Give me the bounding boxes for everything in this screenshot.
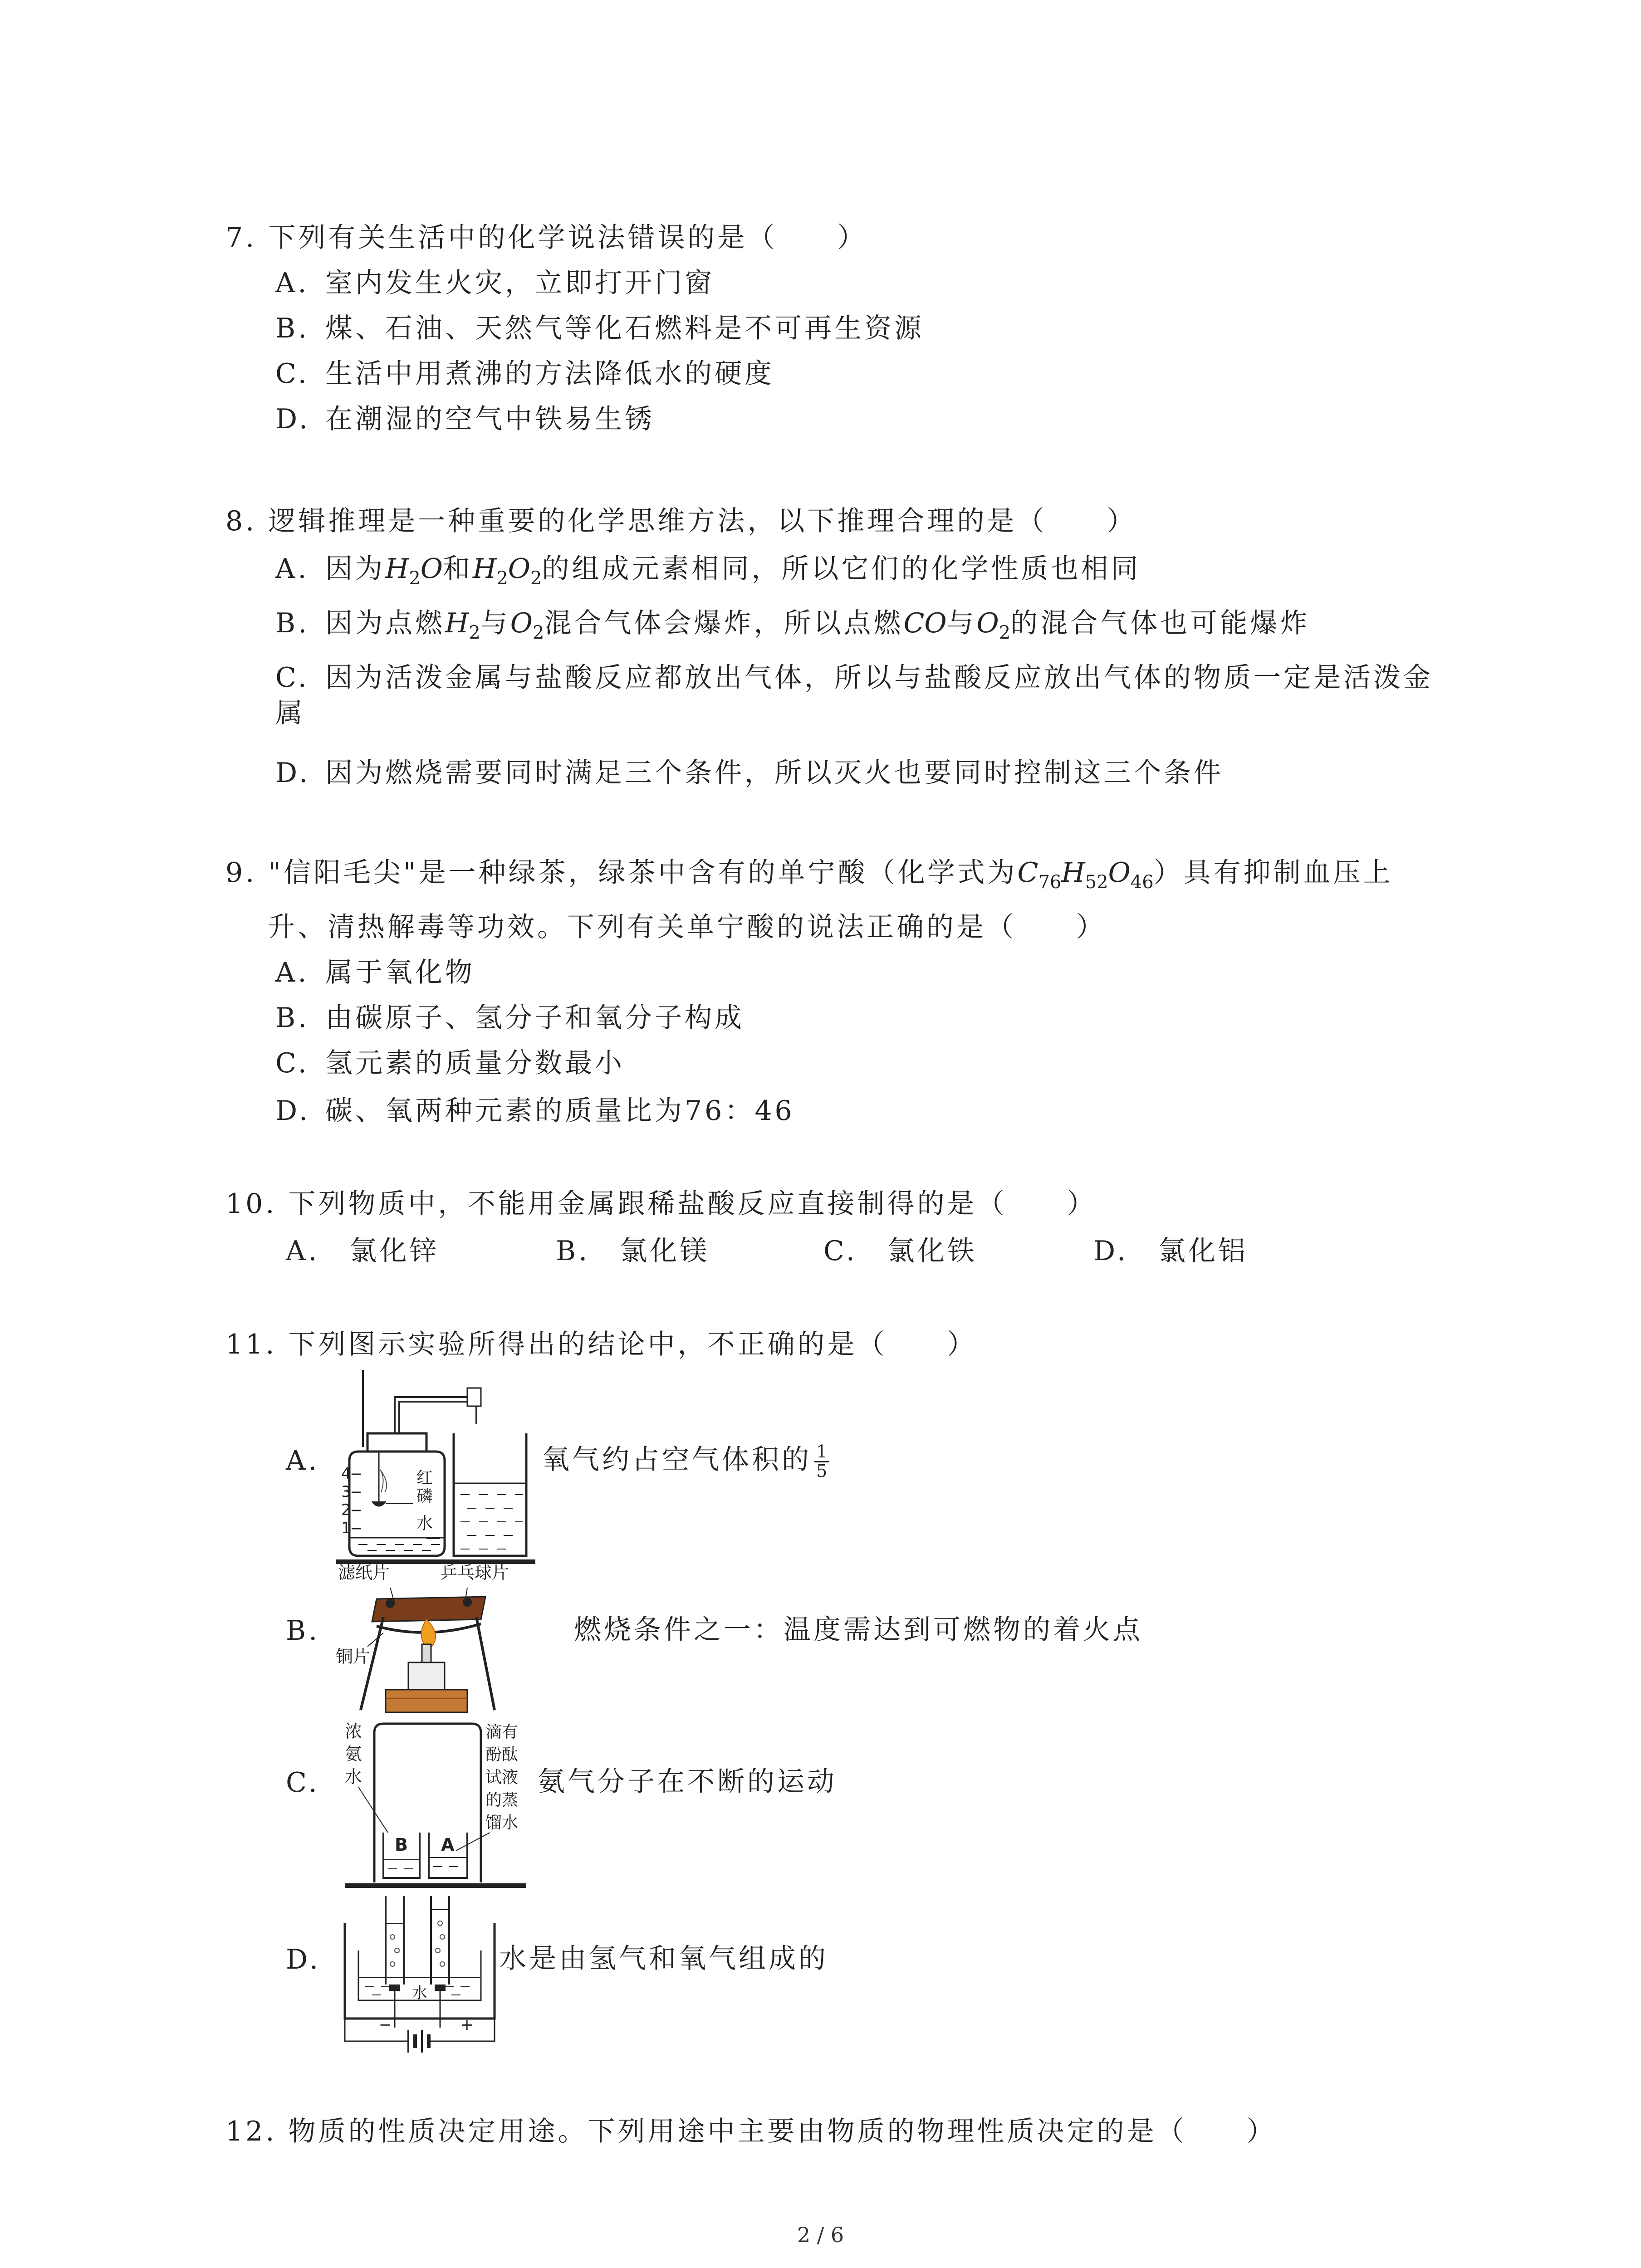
- question-9-option-d: D. 碳、氧两种元素的质量比为76：46: [275, 1095, 795, 1127]
- question-11-option-d-conclusion: 水是由氢气和氧气组成的: [499, 1943, 828, 1975]
- question-11-stem: 11. 下列图示实验所得出的结论中，不正确的是（ ）: [225, 1329, 977, 1360]
- question-11-option-d-key: D.: [286, 1944, 321, 1975]
- pheno-label-3: 试液: [485, 1768, 519, 1787]
- combustion-condition-figure: [336, 1560, 526, 1715]
- conc-label-3: 水: [345, 1767, 362, 1787]
- conc-label-1: 浓: [345, 1721, 362, 1741]
- question-11-option-b-key: B.: [286, 1615, 320, 1647]
- question-12-stem: 12. 物质的性质决定用途。下列用途中主要由物质的物理性质决定的是（ ）: [225, 2116, 1277, 2147]
- question-8-option-c: C. 因为活泼金属与盐酸反应都放出气体，所以与盐酸反应放出气体的物质一定是活泼金属: [275, 662, 1433, 729]
- question-11-option-c-key: C.: [286, 1767, 320, 1799]
- question-7-option-a: A. 室内发生火灾，立即打开门窗: [275, 267, 715, 299]
- beaker-a-label: A: [441, 1835, 455, 1855]
- question-8-option-a: A. 因为$H_2O$和$H_2O_2$的组成元素相同，所以它们的化学性质也相同: [275, 553, 1141, 589]
- phosphorus-combustion-figure: [336, 1370, 535, 1574]
- question-8-stem: 8. 逻辑推理是一种重要的化学思维方法，以下推理合理的是（ ）: [225, 505, 1137, 537]
- question-9-option-b: B. 由碳原子、氢分子和氧分子构成: [275, 1002, 745, 1034]
- minus-terminal-label: −: [379, 2016, 392, 2034]
- question-11-option-a-key: A.: [286, 1445, 320, 1476]
- filter-paper-label: 滤纸片: [338, 1563, 390, 1583]
- scale-1-label: 1: [341, 1519, 351, 1537]
- question-10-stem: 10. 下列物质中，不能用金属跟稀盐酸反应直接制得的是（ ）: [225, 1188, 1097, 1220]
- pheno-label-4: 的蒸: [485, 1791, 519, 1809]
- pheno-label-5: 馏水: [485, 1813, 519, 1832]
- question-10-option-b: B. 氯化镁: [556, 1235, 710, 1267]
- scale-3-label: 3: [341, 1483, 351, 1501]
- electrolysis-figure: [336, 1896, 508, 2055]
- beaker-b-label: B: [395, 1835, 408, 1855]
- question-11-option-a-conclusion: 氧气约占空气体积的 $\frac{1}{5}$: [542, 1438, 829, 1481]
- question-8-option-b: B. 因为点燃$H_2$与$O_2$混合气体会爆炸，所以点燃CO与$O_2$的混合气体也可能爆炸: [275, 607, 1310, 643]
- question-9-option-c: C. 氢元素的质量分数最小: [275, 1047, 625, 1079]
- pingpong-label: 乒乓球片: [440, 1563, 509, 1583]
- question-7-option-c: C. 生活中用煮沸的方法降低水的硬度: [275, 358, 774, 390]
- plus-terminal-label: +: [460, 2016, 474, 2034]
- conc-label-2: 氨: [345, 1744, 362, 1764]
- question-9-stem-line2: 升、清热解毒等功效。下列有关单宁酸的说法正确的是（ ）: [268, 911, 1106, 943]
- question-10-option-a: A. 氯化锌: [286, 1235, 440, 1267]
- red-label: 红: [416, 1469, 433, 1487]
- question-8-option-d: D. 因为燃烧需要同时满足三个条件，所以灭火也要同时控制这三个条件: [275, 757, 1224, 789]
- question-11-option-c-conclusion: 氨气分子在不断的运动: [538, 1766, 837, 1798]
- question-10-option-c: C. 氯化铁: [823, 1235, 977, 1267]
- question-7-option-d: D. 在潮湿的空气中铁易生锈: [275, 403, 655, 435]
- copper-sheet-label: 铜片: [336, 1647, 371, 1667]
- pheno-label-1: 滴有: [485, 1723, 519, 1741]
- phosphorus-label: 磷: [416, 1487, 433, 1505]
- page-number: 2 / 6: [797, 2223, 844, 2247]
- water-label: 水: [416, 1514, 433, 1533]
- question-9-option-a: A. 属于氧化物: [275, 957, 475, 988]
- question-9-stem: 9. "信阳毛尖"是一种绿茶，绿茶中含有的单宁酸（化学式为$C_{76}H_{52}O_{46}$）具有抑制血压上: [225, 857, 1393, 893]
- ammonia-diffusion-figure: [336, 1715, 535, 1896]
- question-11-option-b-conclusion: 燃烧条件之一：温度需达到可燃物的着火点: [574, 1614, 1143, 1646]
- question-7-option-b: B. 煤、石油、天然气等化石燃料是不可再生资源: [275, 313, 924, 344]
- question-7-stem: 7. 下列有关生活中的化学说法错误的是（ ）: [225, 222, 867, 254]
- pheno-label-2: 酚酞: [485, 1745, 519, 1764]
- scale-2-label: 2: [341, 1501, 351, 1519]
- question-10-option-d: D. 氯化铝: [1093, 1235, 1249, 1267]
- scale-4-label: 4: [341, 1465, 351, 1483]
- one-fifth-fraction: $\frac{1}{5}$: [814, 1443, 829, 1481]
- water-label-d: 水: [412, 1984, 427, 2002]
